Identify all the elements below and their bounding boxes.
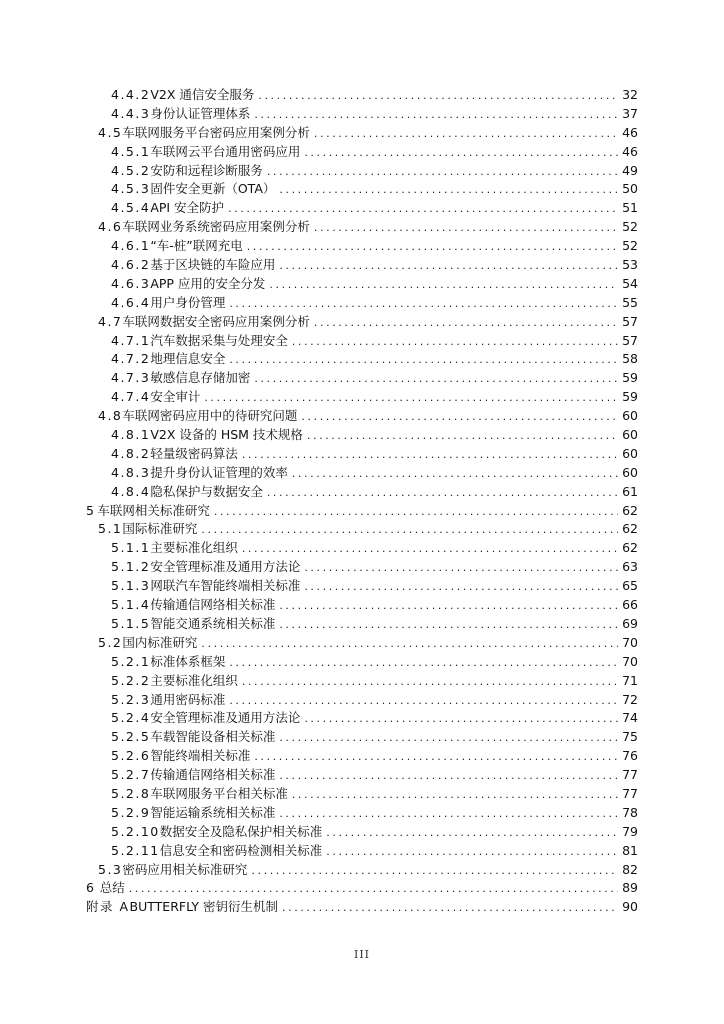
toc-entry-number: 5.1 — [98, 521, 123, 537]
toc-entry-number: 5.2.1 — [111, 653, 151, 669]
toc-leader-dots — [267, 484, 618, 503]
toc-entry-number: 4.7.1 — [111, 332, 151, 348]
toc-entry-page: 57 — [622, 313, 638, 329]
toc-entry-page: 69 — [622, 615, 638, 631]
toc-entry-title: 安防和远程诊断服务 — [150, 162, 263, 178]
toc-entry-title: 安全管理标准及通用方法论 — [150, 559, 301, 575]
toc-entry-title: BUTTERFLY 密钥衍生机制 — [129, 899, 278, 915]
toc-entry-number: 4.7.2 — [111, 351, 151, 367]
toc-entry-number: 5 — [86, 502, 96, 518]
toc-leader-dots — [314, 314, 618, 333]
toc-entry-number: 5.2.3 — [111, 691, 151, 707]
toc-entry-title: 车联网数据安全密码应用案例分析 — [122, 313, 310, 329]
toc-leader-dots — [129, 880, 618, 899]
toc-entry[interactable] — [86, 539, 638, 558]
toc-entry-number: 4.5.1 — [111, 143, 151, 159]
toc-entry-page: 82 — [622, 861, 638, 877]
toc-entry-page: 90 — [622, 899, 638, 915]
toc-entry-title: 安全管理标准及通用方法论 — [150, 710, 301, 726]
toc-leader-dots — [279, 257, 618, 276]
toc-entry-page: 81 — [622, 842, 638, 858]
toc-entry-number: 4.7.4 — [111, 389, 151, 405]
toc-entry-page: 70 — [622, 634, 638, 650]
toc-entry-title: 隐私保护与数据安全 — [150, 483, 263, 499]
toc-entry[interactable] — [86, 275, 638, 294]
toc-entry-page: 54 — [622, 275, 638, 291]
toc-leader-dots — [229, 692, 618, 711]
toc-entry-page: 65 — [622, 578, 638, 594]
toc-entry[interactable] — [86, 426, 638, 445]
toc-entry[interactable] — [86, 369, 638, 388]
toc-leader-dots — [304, 578, 618, 597]
toc-leader-dots — [201, 521, 618, 540]
toc-entry-page: 75 — [622, 729, 638, 745]
toc-entry-page: 50 — [622, 181, 638, 197]
toc-leader-dots — [214, 503, 618, 522]
toc-entry-title: 车联网密码应用中的待研究问题 — [122, 408, 298, 424]
toc-entry-title: 传输通信网络相关标准 — [150, 767, 276, 783]
toc-entry[interactable] — [86, 804, 638, 823]
toc-entry-title: 总结 — [99, 880, 125, 896]
toc-entry-title: 车联网业务系统密码应用案例分析 — [122, 219, 310, 235]
toc-entry[interactable] — [86, 898, 638, 917]
toc-entry-number: 5.3 — [98, 861, 123, 877]
toc-entry-title: 车联网服务平台相关标准 — [150, 785, 288, 801]
toc-leader-dots — [242, 673, 618, 692]
toc-entry-page: 72 — [622, 691, 638, 707]
toc-entry-number: 4.5.4 — [111, 200, 151, 216]
toc-entry[interactable] — [86, 634, 638, 653]
toc-entry-number: 6 — [86, 880, 96, 896]
toc-entry-page: 52 — [622, 219, 638, 235]
toc-entry-title: 国内标准研究 — [122, 634, 198, 650]
toc-leader-dots — [304, 144, 618, 163]
toc-entry-number: 5.1.4 — [111, 597, 151, 613]
toc-entry-title: 主要标准化组织 — [150, 672, 238, 688]
toc-entry-number: 4.6.3 — [111, 275, 151, 291]
toc-leader-dots — [254, 748, 618, 767]
toc-leader-dots — [304, 710, 618, 729]
toc-leader-dots — [201, 635, 618, 654]
toc-entry-page: 61 — [622, 483, 638, 499]
toc-entry-number: 5.1.1 — [111, 540, 151, 556]
toc-leader-dots — [258, 87, 618, 106]
toc-entry[interactable] — [86, 577, 638, 596]
toc-leader-dots — [307, 427, 618, 446]
toc-entry-title: 地理信息安全 — [150, 351, 226, 367]
toc-entry-title: 智能交通系统相关标准 — [150, 615, 276, 631]
toc-entry-page: 58 — [622, 351, 638, 367]
toc-leader-dots — [314, 219, 618, 238]
toc-entry-number: 5.1.2 — [111, 559, 151, 575]
toc-entry-number: 5.2.9 — [111, 804, 151, 820]
toc-entry[interactable] — [86, 596, 638, 615]
toc-entry-number: 4.8 — [98, 408, 123, 424]
toc-entry-title: 敏感信息存储加密 — [150, 370, 251, 386]
toc-entry-page: 37 — [622, 105, 638, 121]
toc-entry[interactable] — [86, 747, 638, 766]
toc-entry-number: 4.4.2 — [111, 87, 151, 102]
table-of-contents — [86, 86, 638, 917]
toc-entry-page: 60 — [622, 445, 638, 461]
toc-entry-title: V2X 设备的 HSM 技术规格 — [150, 427, 303, 443]
toc-leader-dots — [279, 729, 618, 748]
toc-leader-dots — [292, 786, 618, 805]
toc-entry[interactable] — [86, 218, 638, 237]
toc-leader-dots — [292, 465, 618, 484]
toc-entry[interactable] — [86, 615, 638, 634]
toc-entry-page: 46 — [622, 124, 638, 140]
toc-entry-title: 身份认证管理体系 — [150, 105, 251, 121]
toc-entry-page: 60 — [622, 408, 638, 424]
toc-entry-number: 4.6 — [98, 219, 123, 235]
toc-entry[interactable] — [86, 407, 638, 426]
toc-entry-title: V2X 通信安全服务 — [150, 87, 255, 102]
toc-entry-number: 4.5.2 — [111, 162, 151, 178]
toc-entry-page: 55 — [622, 294, 638, 310]
toc-entry-number: 附录 A — [86, 899, 130, 915]
toc-entry-number: 4.6.2 — [111, 257, 151, 273]
toc-leader-dots — [279, 616, 618, 635]
toc-entry-number: 4.6.1 — [111, 238, 151, 254]
toc-entry-number: 5.2.2 — [111, 672, 151, 688]
toc-entry-number: 5.2.10 — [111, 823, 160, 839]
toc-entry-page: 52 — [622, 238, 638, 254]
toc-entry[interactable] — [86, 709, 638, 728]
toc-leader-dots — [251, 862, 618, 881]
toc-leader-dots — [242, 540, 618, 559]
toc-entry[interactable] — [86, 879, 638, 898]
toc-entry-title: 车载智能设备相关标准 — [150, 729, 276, 745]
toc-entry-number: 4.5 — [98, 124, 123, 140]
toc-entry-page: 62 — [622, 540, 638, 556]
toc-entry-title: 车联网云平台通用密码应用 — [150, 143, 301, 159]
toc-leader-dots — [326, 843, 618, 862]
toc-entry-title: 主要标准化组织 — [150, 540, 238, 556]
toc-entry[interactable] — [86, 256, 638, 275]
toc-entry-title: 轻量级密码算法 — [150, 445, 238, 461]
toc-entry-title: 通用密码标准 — [150, 691, 226, 707]
toc-entry-number: 5.2.7 — [111, 767, 151, 783]
toc-entry-number: 4.7.3 — [111, 370, 151, 386]
toc-entry-title: 智能终端相关标准 — [150, 748, 251, 764]
toc-entry-page: 89 — [622, 880, 638, 896]
toc-entry-page: 74 — [622, 710, 638, 726]
toc-entry-page: 77 — [622, 767, 638, 783]
toc-leader-dots — [279, 805, 618, 824]
toc-entry-title: 基于区块链的车险应用 — [150, 257, 276, 273]
toc-entry-title: 提升身份认证管理的效率 — [150, 464, 288, 480]
toc-entry-number: 5.2.6 — [111, 748, 151, 764]
toc-entry[interactable] — [86, 332, 638, 351]
toc-entry[interactable] — [86, 143, 638, 162]
toc-leader-dots — [301, 408, 618, 427]
toc-entry[interactable] — [86, 558, 638, 577]
toc-entry-page: 62 — [622, 521, 638, 537]
toc-entry-page: 63 — [622, 559, 638, 575]
toc-entry[interactable] — [86, 445, 638, 464]
toc-entry-page: 76 — [622, 748, 638, 764]
toc-entry-title: 网联汽车智能终端相关标准 — [150, 578, 301, 594]
toc-entry-page: 66 — [622, 597, 638, 613]
toc-entry-title: 国际标准研究 — [122, 521, 198, 537]
toc-entry[interactable] — [86, 86, 638, 105]
toc-entry[interactable] — [86, 105, 638, 124]
toc-entry-title: API 安全防护 — [150, 200, 225, 216]
toc-entry[interactable] — [86, 294, 638, 313]
toc-entry[interactable] — [86, 124, 638, 143]
toc-entry-title: 传输通信网络相关标准 — [150, 597, 276, 613]
toc-entry[interactable] — [86, 520, 638, 539]
toc-entry-page: 53 — [622, 257, 638, 273]
toc-entry-title: “车-桩”联网充电 — [150, 238, 243, 254]
toc-entry-number: 5.2.5 — [111, 729, 151, 745]
toc-entry[interactable] — [86, 766, 638, 785]
page-number: III — [353, 948, 371, 961]
toc-entry-page: 62 — [622, 502, 638, 518]
toc-entry-number: 5.2 — [98, 634, 123, 650]
toc-entry[interactable] — [86, 653, 638, 672]
toc-entry[interactable] — [86, 313, 638, 332]
toc-entry-title: 数据安全及隐私保护相关标准 — [159, 823, 323, 839]
toc-entry-title: 车联网相关标准研究 — [97, 502, 210, 518]
toc-entry-title: 用户身份管理 — [150, 294, 226, 310]
toc-entry-page: 51 — [622, 200, 638, 216]
toc-leader-dots — [229, 351, 618, 370]
toc-leader-dots — [247, 238, 618, 257]
toc-entry-page: 59 — [622, 389, 638, 405]
toc-leader-dots — [314, 125, 618, 144]
toc-leader-dots — [229, 654, 618, 673]
toc-entry-title: 智能运输系统相关标准 — [150, 804, 276, 820]
toc-entry[interactable] — [86, 842, 638, 861]
toc-entry[interactable] — [86, 691, 638, 710]
toc-entry[interactable] — [86, 823, 638, 842]
toc-entry[interactable] — [86, 388, 638, 407]
toc-entry-number: 4.8.3 — [111, 464, 151, 480]
toc-entry[interactable] — [86, 483, 638, 502]
toc-entry-number: 4.8.4 — [111, 483, 151, 499]
toc-leader-dots — [326, 824, 618, 843]
toc-entry-number: 4.7 — [98, 313, 123, 329]
toc-leader-dots — [254, 106, 618, 125]
toc-entry[interactable] — [86, 180, 638, 199]
toc-leader-dots — [228, 200, 618, 219]
toc-leader-dots — [279, 181, 618, 200]
toc-entry-page: 71 — [622, 672, 638, 688]
toc-leader-dots — [282, 899, 618, 918]
toc-entry-page: 77 — [622, 785, 638, 801]
toc-leader-dots — [267, 163, 618, 182]
toc-entry-page: 46 — [622, 143, 638, 159]
toc-entry-number: 5.2.8 — [111, 785, 151, 801]
toc-entry-title: 汽车数据采集与处理安全 — [150, 332, 288, 348]
toc-entry[interactable] — [86, 728, 638, 747]
toc-entry-title: 安全审计 — [150, 389, 201, 405]
toc-leader-dots — [204, 389, 618, 408]
toc-entry-page: 57 — [622, 332, 638, 348]
toc-entry-title: 密码应用相关标准研究 — [122, 861, 248, 877]
toc-entry[interactable] — [86, 199, 638, 218]
toc-entry[interactable] — [86, 162, 638, 181]
toc-leader-dots — [229, 295, 618, 314]
toc-entry-number: 4.5.3 — [111, 181, 151, 197]
toc-entry-number: 4.8.1 — [111, 427, 151, 443]
toc-entry-number: 4.4.3 — [111, 105, 151, 121]
toc-entry[interactable] — [86, 861, 638, 880]
toc-entry-page: 79 — [622, 823, 638, 839]
toc-leader-dots — [242, 446, 618, 465]
toc-entry-title: 标准体系框架 — [150, 653, 226, 669]
toc-entry-number: 4.6.4 — [111, 294, 151, 310]
toc-entry-number: 5.2.11 — [111, 842, 160, 858]
toc-leader-dots — [254, 370, 618, 389]
toc-entry-page: 60 — [622, 464, 638, 480]
toc-entry-page: 70 — [622, 653, 638, 669]
toc-entry-page: 32 — [622, 87, 638, 102]
toc-entry-page: 59 — [622, 370, 638, 386]
toc-entry[interactable] — [86, 502, 638, 521]
toc-entry[interactable] — [86, 785, 638, 804]
toc-entry-number: 5.1.5 — [111, 615, 151, 631]
toc-entry-title: APP 应用的安全分发 — [150, 275, 266, 291]
toc-entry-title: 车联网服务平台密码应用案例分析 — [122, 124, 310, 140]
toc-entry-title: 信息安全和密码检测相关标准 — [159, 842, 323, 858]
toc-entry-number: 5.2.4 — [111, 710, 151, 726]
toc-leader-dots — [292, 333, 618, 352]
toc-entry[interactable] — [86, 350, 638, 369]
toc-leader-dots — [269, 276, 618, 295]
toc-entry[interactable] — [86, 672, 638, 691]
toc-entry-page: 49 — [622, 162, 638, 178]
toc-entry-title: 固件安全更新（OTA） — [150, 181, 276, 197]
toc-leader-dots — [279, 767, 618, 786]
toc-entry-number: 5.1.3 — [111, 578, 151, 594]
toc-entry-page: 60 — [622, 427, 638, 443]
toc-entry[interactable] — [86, 237, 638, 256]
toc-entry[interactable] — [86, 464, 638, 483]
toc-entry-number: 4.8.2 — [111, 445, 151, 461]
toc-leader-dots — [279, 597, 618, 616]
toc-leader-dots — [304, 559, 618, 578]
toc-entry-page: 78 — [622, 804, 638, 820]
